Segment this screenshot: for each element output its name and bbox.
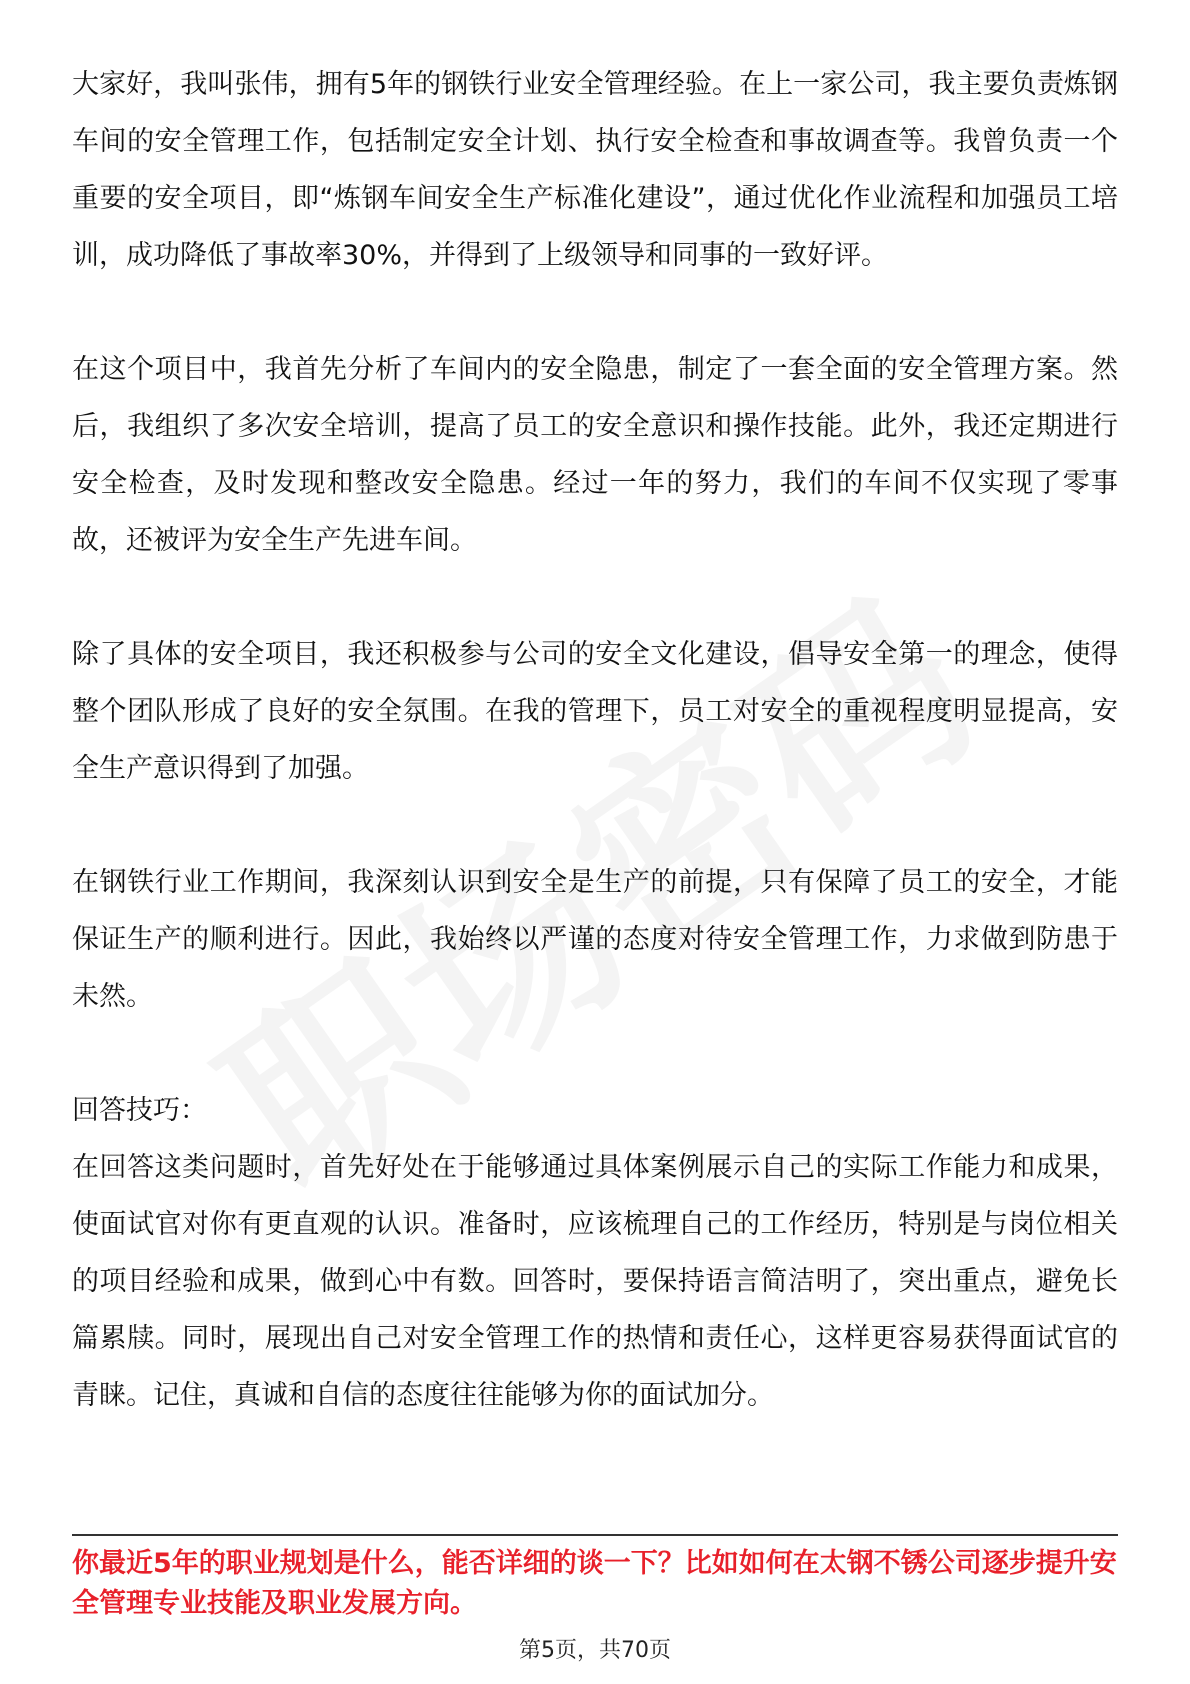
answer-body: [72, 56, 1118, 1424]
answer-paragraph-3: 除了具体的安全项目，我还积极参与公司的安全文化建设，倡导安全第一的理念，使得整个团队形成了良好的安全氛围。在我的管理下，员工对安全的重视程度明显提高，安全生产意识得到了加强。: [72, 639, 1118, 784]
next-question: 你最近5年的职业规划是什么，能否详细的谈一下？比如如何在太钢不锈公司逐步提升安全管理专业技能及职业发展方向。: [72, 1548, 1117, 1619]
answer-paragraph-1: 大家好，我叫张伟，拥有5年的钢铁行业安全管理经验。在上一家公司，我主要负责炼钢车间的安全管理工作，包括制定安全计划、执行安全检查和事故调查等。我曾负责一个重要的安全项目，即“炼钢车间安全生产标准化建设”，通过优化作业流程和加强员工培训，成功降低了事故率30%，并得到了上级领导和同事的一致好评。: [72, 69, 1118, 271]
paragraph-gap: [72, 797, 1118, 854]
tips-body: 在回答这类问题时，首先好处在于能够通过具体案例展示自己的实际工作能力和成果，使面试官对你有更直观的认识。准备时，应该梳理自己的工作经历，特别是与岗位相关的项目经验和成果，做到心中有数。回答时，要保持语言简洁明了，突出重点，避免长篇累牍。同时，展现出自己对安全管理工作的热情和责任心，这样更容易获得面试官的青睐。记住，真诚和自信的态度往往能够为你的面试加分。: [72, 1152, 1118, 1411]
tips-heading: 回答技巧：: [72, 1095, 207, 1126]
page-footer: 第5页，共70页: [519, 1638, 671, 1663]
paragraph-gap: [72, 569, 1118, 626]
paragraph-gap: [72, 284, 1118, 341]
section-divider: [72, 1534, 1118, 1536]
answer-paragraph-2: 在这个项目中，我首先分析了车间内的安全隐患，制定了一套全面的安全管理方案。然后，我组织了多次安全培训，提高了员工的安全意识和操作技能。此外，我还定期进行安全检查，及时发现和整改安全隐患。经过一年的努力，我们的车间不仅实现了零事故，还被评为安全生产先进车间。: [72, 354, 1118, 556]
paragraph-gap: [72, 1025, 1118, 1082]
answer-paragraph-4: 在钢铁行业工作期间，我深刻认识到安全是生产的前提，只有保障了员工的安全，才能保证生产的顺利进行。因此，我始终以严谨的态度对待安全管理工作，力求做到防患于未然。: [72, 867, 1118, 1012]
